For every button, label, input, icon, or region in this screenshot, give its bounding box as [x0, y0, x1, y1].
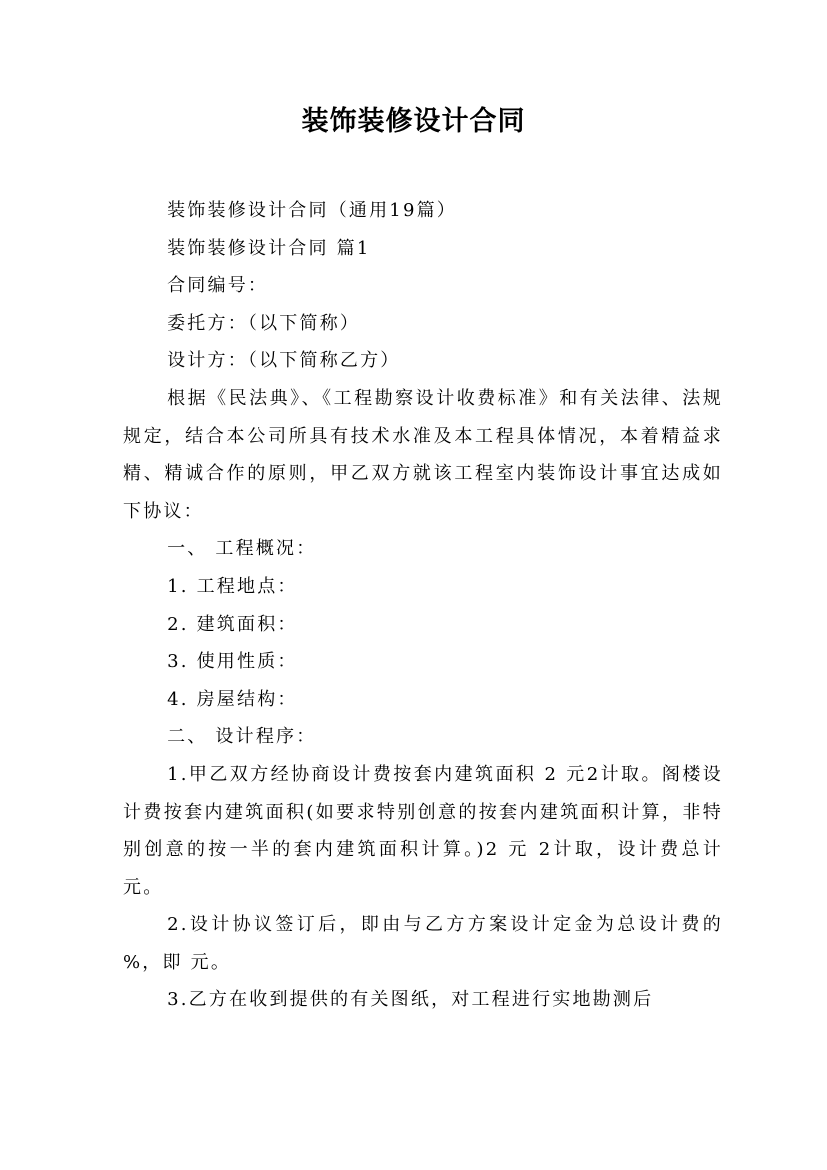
paragraph-item-usage: 3. 使用性质： [167, 651, 298, 673]
paragraph-section-heading: 装饰装修设计合同 篇1 [167, 237, 371, 259]
document-body [123, 192, 723, 1019]
paragraph-subtitle: 装饰装修设计合同（通用19篇） [167, 200, 457, 221]
paragraph-heading-procedure: 二、 设计程序： [167, 726, 317, 748]
document-title: 装饰装修设计合同 [301, 106, 526, 137]
paragraph-client: 委托方：（以下简称） [167, 312, 361, 334]
paragraph-item-structure: 4. 房屋结构： [167, 688, 298, 710]
paragraph-procedure-1: 1.甲乙双方经协商设计费按套内建筑面积 2 元2计取。阁楼设计费按套内建筑面积(如要求特别创意的按套内建筑面积计算，非特别创意的按一半的套内建筑面积计算。)2 元 2计取，设计费总计 元。 [123, 763, 723, 898]
paragraph-item-location: 1. 工程地点： [167, 575, 298, 597]
paragraph-preamble: 根据《民法典》、《工程勘察设计收费标准》和有关法律、法规规定，结合本公司所具有技术水准及本工程具体情况，本着精益求精、精诚合作的原则，甲乙双方就该工程室内装饰设计事宜达成如下协议： [123, 387, 723, 522]
paragraph-heading-overview: 一、 工程概况： [167, 538, 317, 560]
paragraph-procedure-2: 2.设计协议签订后，即由与乙方方案设计定金为总设计费的 %，即 元。 [123, 914, 723, 973]
paragraph-item-area: 2. 建筑面积： [167, 613, 298, 635]
paragraph-procedure-3: 3.乙方在收到提供的有关图纸，对工程进行实地勘测后 [167, 989, 654, 1011]
paragraph-designer: 设计方：（以下简称乙方） [167, 350, 401, 372]
paragraph-contract-number: 合同编号： [167, 275, 269, 297]
